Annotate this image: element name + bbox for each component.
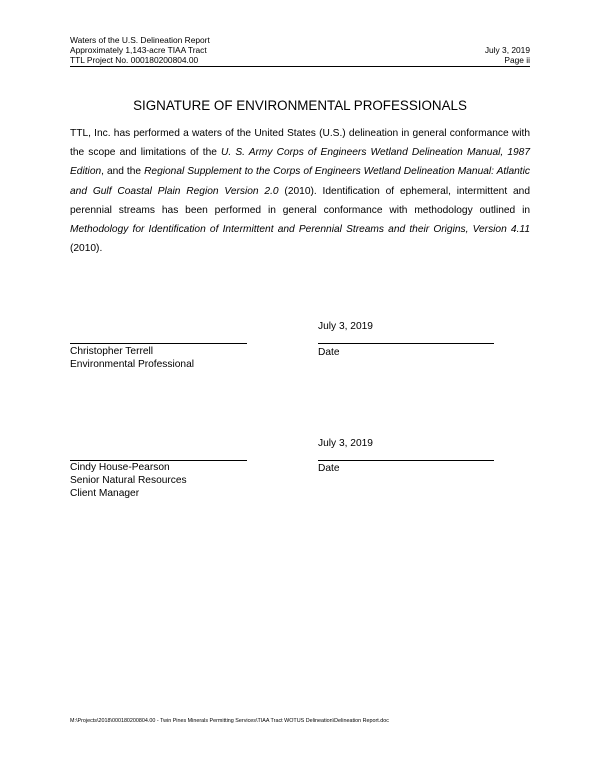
body-italic-manual: U. S. Army Corps of Engineers Wetland Delineation Manual, 1987 Edition — [70, 147, 530, 178]
page-title: SIGNATURE OF ENVIRONMENTAL PROFESSIONALS — [133, 98, 467, 113]
header-project-number: TTL Project No. 000180200804.00 — [70, 55, 199, 66]
date-line — [318, 460, 494, 461]
signatory-title: Senior Natural Resources — [70, 474, 187, 486]
signatory-name: Cindy House-Pearson — [70, 462, 170, 473]
header-left — [70, 35, 390, 66]
footer-file-path: M:\Projects\2018\000180200804.00 - Twin Pines Minerals Permitting Services\TIAA Tract WOTUS Delineation\Delineation Report.doc — [70, 718, 389, 724]
header-right — [380, 35, 530, 66]
date-line — [318, 343, 494, 344]
signature-line — [70, 343, 247, 344]
signatory-title: Client Manager — [70, 487, 140, 499]
body-italic-methodology: Methodology for Identification of Intermittent and Perennial Streams and their Origins, Version 4.11 — [70, 224, 530, 236]
body-italic-supplement: Regional Supplement to the Corps of Engineers Wetland Delineation Manual: Atlantic and Gulf Coastal Plain Region Version 2.0 — [70, 166, 530, 197]
date-label: Date — [318, 463, 340, 474]
signature-date-value: July 3, 2019 — [318, 321, 373, 332]
signatory-name: Christopher Terrell — [70, 346, 154, 357]
signature-date-value: July 3, 2019 — [318, 438, 373, 449]
body-text-4: (2010). — [70, 243, 103, 255]
signatory-block — [70, 346, 290, 372]
body-text-2: , and the — [101, 166, 145, 178]
body-text-1: TTL, Inc. has performed a waters of the United States (U.S.) delineation in general conformance with the scope and limitations of the — [70, 128, 530, 159]
header-tract: Approximately 1,143-acre TIAA Tract — [70, 45, 207, 56]
signatory-title: Environmental Professional — [70, 358, 195, 370]
header-rule — [70, 66, 530, 67]
body-text-3: (2010). Identification of ephemeral, intermittent and perennial streams has been performed in general conformance with methodology outlined in — [70, 185, 530, 216]
signatory-block — [70, 462, 290, 500]
signature-line — [70, 460, 247, 461]
header-page-number: Page ii — [504, 55, 530, 66]
body-paragraph — [70, 124, 530, 258]
header-report-title: Waters of the U.S. Delineation Report — [70, 35, 210, 45]
header-date: July 3, 2019 — [484, 45, 530, 56]
date-label: Date — [318, 347, 340, 358]
